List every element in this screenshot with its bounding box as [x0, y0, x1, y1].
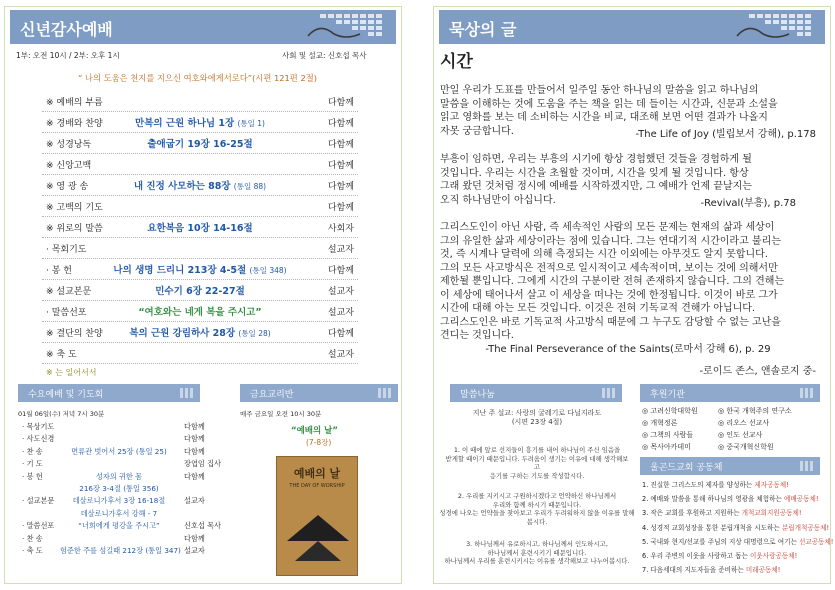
- text-line: 말씀을 이해하는 것에 도움을 주는 책을 읽는 데 들이는 시간과, 신문과 소설을: [440, 98, 778, 110]
- meditation-heading: 시간: [440, 52, 473, 72]
- sponsor-item: ◎ 중국개혁신학원: [718, 443, 774, 451]
- sharing-intro: [444, 409, 630, 426]
- church-goal-item: 1. 진실한 그리스도의 제자를 양성하는 제자공동체!: [642, 481, 789, 489]
- book-cover-title: 예배의 날: [293, 467, 341, 480]
- wednesday-item-detail: 데살로니가후서 3장 16-18절: [72, 496, 166, 506]
- wednesday-item-label: · 봉 헌: [22, 471, 43, 481]
- church-goal-item: 4. 성경적 교회성장을 통한 분립개척을 시도하는 분립개척공동체!: [642, 523, 830, 532]
- order-item: [42, 321, 358, 343]
- wednesday-item-label: · 찬 송: [22, 446, 43, 456]
- friday-class-header: 금요교리반: [240, 384, 398, 402]
- sponsor-item: ◎ 인도 선교사: [718, 431, 763, 439]
- wednesday-item-leader: 다함께: [184, 422, 205, 431]
- sponsor-item: ◎ 한국 개혁주의 연구소: [718, 407, 792, 415]
- wednesday-item-label: · 목상기도: [22, 422, 55, 431]
- text-line: 것, 즉 시계나 달력에 의해 측정되는 시간 이외에는 아무것도 알지 못합니다.: [440, 249, 768, 260]
- service-banner: [10, 10, 396, 44]
- sponsor-item: ◎ 리오스 선교사: [718, 419, 770, 427]
- wednesday-item-label: · 기 도: [22, 459, 43, 469]
- order-item-label: ※ 성경낭독: [46, 140, 92, 150]
- wednesday-item-detail: 성자의 귀한 몸: [95, 471, 143, 481]
- order-item: [42, 174, 358, 196]
- order-item: [42, 153, 358, 175]
- order-item: [42, 279, 358, 301]
- order-item-leader: 다함께: [327, 119, 354, 129]
- sponsor-item: ◎ 개혁정론: [642, 419, 678, 427]
- sponsor-item: ◎ 고려신학대학원: [642, 407, 698, 415]
- order-item-label: ※ 축 도: [46, 350, 77, 360]
- order-item-label: ※ 위로의 말씀: [46, 224, 103, 234]
- wednesday-item-detail: 면류관 벗어서 25장 (통일 25): [71, 446, 167, 456]
- church-goal-item: 5. 국내와 현지/선교를 주님의 지상 대명령으로 여기는 선교공동체!: [642, 537, 834, 546]
- order-item-leader: 다함께: [327, 140, 354, 150]
- wednesday-item-label: · 찬 송: [22, 533, 43, 543]
- order-item-detail: 만복의 근원 하나님 1장 (통일 1): [135, 118, 265, 129]
- order-item-detail: 요한복음 10장 14-16절: [147, 223, 253, 234]
- text-line: 그의 유일한 삶과 세상이라는 점에 있습니다. 그는 연대기적 시간이라고 불리는: [440, 235, 781, 247]
- meditation-banner-title: 묵상의 글: [449, 20, 517, 39]
- order-item: [42, 342, 358, 364]
- wednesday-item-leader: 장엽임 집사: [184, 459, 222, 469]
- order-item-label: ※ 결단의 찬양: [46, 329, 103, 339]
- church-goal-item: 7. 다음세대의 지도자들을 준비하는 미래공동체!: [642, 566, 781, 575]
- wednesday-item-leader: 다함께: [184, 533, 205, 543]
- citation-3: -The Final Perseverance of the Saints(로마서 강해 6), p. 29: [485, 344, 771, 355]
- order-item-detail: 민수기 6장 22-27절: [155, 286, 245, 297]
- wednesday-item-detail: “너희에게 평강을 주시고”: [78, 521, 160, 531]
- order-item-leader: 설교자: [327, 287, 354, 297]
- text-line: 오직 하나님만이 아십니다.: [440, 194, 556, 206]
- order-item-detail: “여호와는 네게 복을 주시고”: [138, 307, 262, 318]
- book-reference: (7-8장): [306, 438, 332, 447]
- citation-2: -Revival(부흥), p.78: [700, 198, 796, 209]
- order-item-detail: 나의 생명 드리니 213장 4-5절 (통일 348): [113, 265, 287, 276]
- text-line: 시간에 대해 아는 모든 것입니다. 이것은 전혀 기독교적 견해가 아닙니다.: [440, 303, 756, 314]
- sharing-question-1: 1. 이 때에 앞로 선지들이 흥기를 내어 하나님이 주신 임음을 받게할 때이기 때문입니다. 두려움이 생기는 이유에 대해 생각해보고 응기를 구하는 기도를 작성합시다.: [445, 446, 629, 480]
- text-line: 자못 궁금합니다.: [440, 125, 514, 137]
- wednesday-item-label: · 사도신경: [22, 434, 55, 444]
- order-item-label: · 말씀선포: [46, 308, 87, 318]
- book-cover-image: [276, 456, 358, 576]
- sermon-sharing-header: 말씀나눔: [450, 384, 622, 402]
- text-line: 제한될 뿐입니다. 그에게 시간의 구분이란 전혀 존재하지 않습니다. 그의 견해는: [440, 276, 785, 287]
- sponsor-item: ◎ 목사아카데미: [642, 443, 691, 451]
- service-theme: “ 나의 도움은 천지를 지으신 여호와에게서로다”(시편 121편 2절): [78, 73, 317, 83]
- wednesday-service-header: 수요예배 및 기도회: [18, 384, 200, 402]
- order-item: [42, 300, 358, 322]
- sharing-intro-line: 지난 주 설교: 사랑의 굴레기로 다닐지라도: [472, 409, 602, 417]
- order-item: [42, 111, 358, 133]
- text-line: 그래 왔던 것처럼 정시에 예배를 시작하겠지만, 그 예배가 언제 끝날지는: [440, 181, 752, 192]
- wednesday-item-leader: 다함께: [184, 446, 205, 456]
- pixel-decoration-icon: [729, 12, 819, 42]
- pyramid-bottom: [295, 541, 341, 561]
- wednesday-item-detail: 216장 3-4절 (통일 356): [79, 484, 159, 493]
- meditation-paragraph-3: [440, 221, 816, 343]
- order-item-label: ※ 경배와 찬양: [46, 119, 103, 129]
- order-item-leader: 다함께: [327, 266, 354, 276]
- order-item-leader: 다함께: [327, 329, 354, 339]
- church-goal-item: 2. 예배와 말씀을 통해 하나님의 영광을 체험하는 예배공동체!: [642, 495, 819, 504]
- sponsors-header: 후원기관: [640, 384, 820, 402]
- order-item-leader: 설교자: [327, 245, 354, 255]
- order-item-leader: 설교자: [327, 350, 354, 360]
- wednesday-item-label: · 말씀선포: [22, 521, 55, 531]
- pyramid-top: [287, 515, 349, 541]
- citation-1: -The Life of Joy (빌립보서 강해), p.178: [635, 129, 816, 140]
- order-item-leader: 사회자: [327, 224, 354, 234]
- church-goal-item: 6. 우리 주변의 이웃을 사랑하고 돕는 이웃사랑공동체!: [642, 552, 798, 560]
- text-line: 그리스도인은 바로 기독교적 사고방식 때문에 그 누구도 감당할 수 없는 고난을: [440, 316, 781, 328]
- order-item-detail: 복의 근원 강림하사 28장 (통일 28): [129, 328, 271, 339]
- order-item: [42, 90, 358, 112]
- order-item-label: ※ 신앙고백: [46, 161, 92, 171]
- text-line: 견디는 것입니다.: [440, 330, 514, 341]
- wednesday-item-label: · 축 도: [22, 546, 43, 555]
- wednesday-date: 01월 06일(수) 저녁 7시 30분: [18, 410, 105, 418]
- sponsor-item: ◎ 그책의 사람들: [642, 431, 694, 439]
- sharing-question-2: 2. 우리를 지키시고 구원하시겠다고 언약하신 하나님께서 우리와 함께 하시기 때문입니다. 성경에 나오는 언약들을 찾아보고 우리가 두려워하지 않을 이유를 말해봅시다.: [439, 492, 635, 526]
- order-item-leader: 다함께: [327, 161, 354, 171]
- meditation-banner: [439, 10, 825, 44]
- book-quote: “예배의 날”: [291, 426, 338, 436]
- quote-author: -로이드 존스, 앤솔로지 중-: [699, 366, 816, 377]
- order-item-detail: 출애굽기 19장 16-25절: [147, 139, 253, 150]
- sharing-question-3: 3. 하나님께서 유로하시고, 하나님께서 인도하시고, 하나님께서 훈련시키기 때문입니다. 하나님께서 우리를 훈련시키시는 이유를 생각해보고 나누어봅시다.: [444, 540, 630, 566]
- wednesday-item-leader: 다함께: [184, 434, 205, 444]
- service-schedule: 1부: 오전 10시 / 2부: 오후 1시: [16, 51, 120, 60]
- church-goals-header: 울곤드교회 공동체: [640, 457, 820, 475]
- wednesday-item-detail: 험준한 주를 섬길때 212장 (통일 347): [60, 546, 181, 555]
- order-item-leader: 다함께: [327, 203, 354, 213]
- wednesday-item-leader: 설교자: [184, 496, 205, 506]
- standing-note: ※ 는 일어서서: [46, 368, 97, 377]
- wednesday-item-detail: 데살로니가후서 강해 - 7: [80, 508, 158, 518]
- book-cover-subtitle: THE DAY OF WORSHIP: [289, 483, 345, 489]
- wednesday-item-leader: 신호섭 목사: [184, 521, 222, 531]
- church-goal-item: 3. 작은 교회를 후원하고 지원하는 개척교회지원공동체!: [642, 509, 802, 518]
- wednesday-item-leader: 다함께: [184, 471, 205, 481]
- order-item: [42, 237, 358, 259]
- order-item: [42, 216, 358, 238]
- friday-time: 매주 금요일 오전 10시 30분: [240, 410, 322, 418]
- sharing-intro-line: (시편 23장 4절): [511, 417, 563, 426]
- order-item-label: ※ 설교본문: [46, 287, 92, 297]
- order-item-detail: 내 진정 사모하는 88장 (통일 88): [133, 181, 267, 192]
- wednesday-item-label: · 설교본문: [22, 496, 55, 506]
- order-item: [42, 132, 358, 154]
- order-item-leader: 다함께: [327, 182, 354, 192]
- order-item-label: ※ 고백의 기도: [46, 203, 103, 213]
- pixel-decoration-icon: [300, 12, 390, 42]
- wednesday-item-leader: 설교자: [184, 546, 205, 555]
- order-item: [42, 195, 358, 217]
- banner-title: 신년감사예배: [20, 20, 113, 39]
- text-line: 그의 모든 사고방식은 전적으로 일시적이고 세속적이며, 보이는 것에 의해서만: [440, 262, 778, 274]
- order-item-leader: 설교자: [327, 308, 354, 318]
- order-item-label: ※ 예배의 부름: [46, 98, 103, 108]
- order-item: [42, 258, 358, 280]
- text-line: 만일 우리가 도표를 만들어서 일주일 동안 하나님의 말씀을 읽고 하나님의: [440, 85, 759, 96]
- text-line: 그리스도인이 아닌 사람, 즉 세속적인 사람의 모든 문제는 현재의 삶과 세상이: [440, 222, 775, 233]
- text-line: 이 세상에 태어나서 살고 이 세상을 떠나는 것에 한정됩니다. 이것이 바로 그가: [440, 289, 778, 301]
- order-item-label: ※ 영 광 송: [46, 182, 89, 192]
- text-line: 것입니다. 우리는 시간을 초월할 것이며, 시간을 잊게 될 것입니다. 항상: [440, 167, 749, 179]
- text-line: 읽고 영화를 보는 데 소비하는 시간을 비교, 대조해 보면 어떤 결과가 나올지: [440, 112, 768, 123]
- order-item-leader: 다함께: [327, 98, 354, 108]
- text-line: 부흥이 임하면, 우리는 부흥의 시기에 항상 경험했던 것들을 경험하게 될: [440, 154, 752, 165]
- service-leader: 사회 및 설교: 신호섭 목사: [282, 51, 367, 60]
- order-item-label: · 목회기도: [46, 245, 87, 255]
- order-item-label: · 봉 헌: [46, 266, 72, 276]
